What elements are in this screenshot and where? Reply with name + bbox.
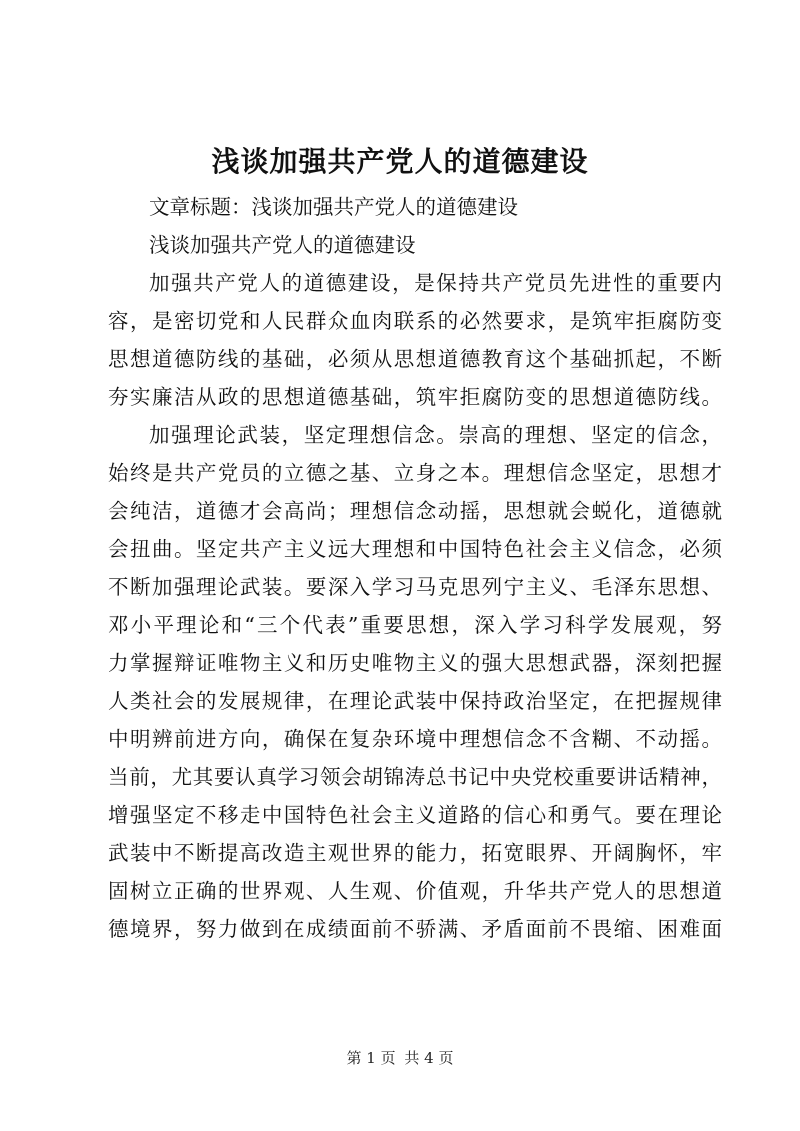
paragraph-1-line: 容，是密切党和人民群众血肉联系的必然要求，是筑牢拒腐防变 bbox=[108, 309, 722, 333]
paragraph-2-line: 当前，尤其要认真学习领会胡锦涛总书记中央党校重要讲话精神， bbox=[108, 765, 722, 789]
paragraph-2-line: 会扭曲。坚定共产主义远大理想和中国特色社会主义信念，必须 bbox=[108, 537, 722, 561]
paragraph-2-line: 中明辨前进方向，确保在复杂环境中理想信念不含糊、不动摇。 bbox=[108, 727, 722, 751]
paragraph-2-line: 邓小平理论和“三个代表”重要思想，深入学习科学发展观，努 bbox=[108, 613, 722, 637]
paragraph-2-line: 武装中不断提高改造主观世界的能力，拓宽眼界、开阔胸怀，牢 bbox=[108, 841, 722, 865]
text-line-subtitle: 浅谈加强共产党人的道德建设 bbox=[149, 233, 416, 257]
page-title: 浅谈加强共产党人的道德建设 bbox=[211, 145, 589, 178]
paragraph-2-line: 增强坚定不移走中国特色社会主义道路的信心和勇气。要在理论 bbox=[108, 803, 722, 827]
page-footer bbox=[0, 1048, 800, 1068]
paragraph-2-line: 始终是共产党员的立德之基、立身之本。理想信念坚定，思想才 bbox=[108, 461, 722, 485]
paragraph-2-line: 不断加强理论武装。要深入学习马克思列宁主义、毛泽东思想、 bbox=[108, 575, 722, 599]
paragraph-2-line: 加强理论武装，坚定理想信念。崇高的理想、坚定的信念， bbox=[149, 423, 722, 447]
paragraph-2-line: 力掌握辩证唯物主义和历史唯物主义的强大思想武器，深刻把握 bbox=[108, 651, 722, 675]
paragraph-2-line: 德境界，努力做到在成绩面前不骄满、矛盾面前不畏缩、困难面 bbox=[108, 917, 722, 941]
paragraph-2-line: 固树立正确的世界观、人生观、价值观，升华共产党人的思想道 bbox=[108, 879, 722, 903]
text-line-article-title: 文章标题：浅谈加强共产党人的道德建设 bbox=[149, 195, 518, 219]
paragraph-1-line: 加强共产党人的道德建设，是保持共产党员先进性的重要内 bbox=[149, 271, 722, 295]
page-total: 共 4 页 bbox=[404, 1049, 454, 1067]
paragraph-2-line: 会纯洁，道德才会高尚；理想信念动摇，思想就会蜕化，道德就 bbox=[108, 499, 722, 523]
paragraph-1-line: 思想道德防线的基础，必须从思想道德教育这个基础抓起，不断 bbox=[108, 347, 722, 371]
document-body bbox=[108, 188, 722, 948]
page-number: 第 1 页 bbox=[346, 1049, 396, 1067]
paragraph-2-line: 人类社会的发展规律，在理论武装中保持政治坚定，在把握规律 bbox=[108, 689, 722, 713]
paragraph-1-line: 夯实廉洁从政的思想道德基础，筑牢拒腐防变的思想道德防线。 bbox=[108, 385, 722, 409]
